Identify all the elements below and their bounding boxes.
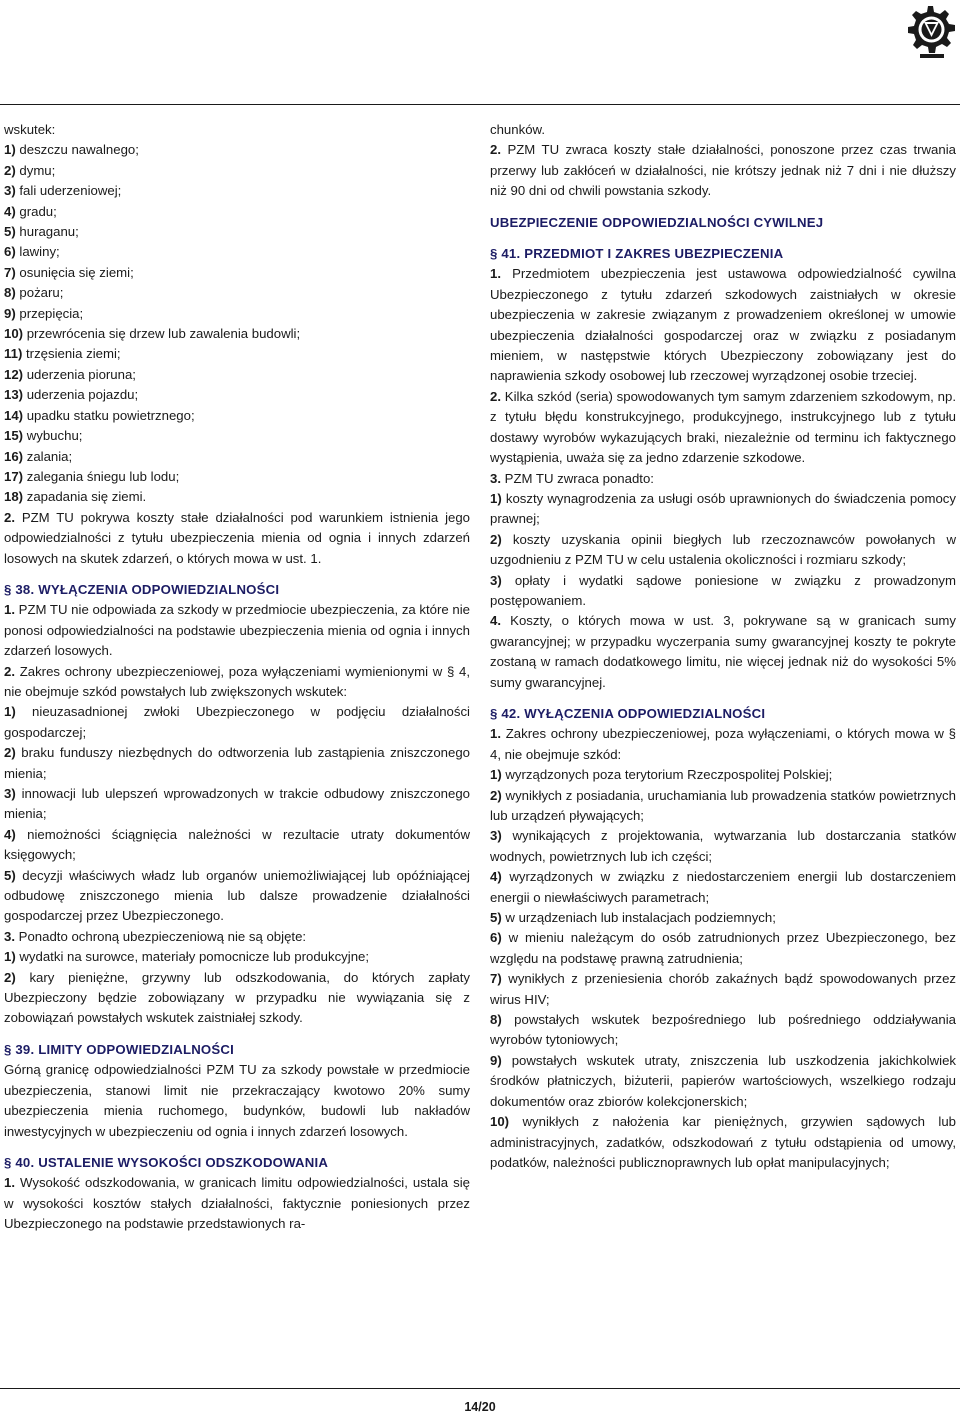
list-item: 10) przewrócenia się drzew lub zawalenia budowli; bbox=[4, 326, 301, 342]
section-heading-40: § 40. USTALENIE WYSOKOŚCI ODSZKODOWANIA bbox=[4, 1154, 329, 1170]
list-item: 4) gradu; bbox=[4, 203, 57, 219]
section-heading-39: § 39. LIMITY ODPOWIEDZIALNOŚCI bbox=[4, 1041, 234, 1057]
paragraph: 2. Zakres ochrony ubezpieczeniowej, poza wyłączeniami wymienionymi w § 4, nie obejmuje szkód powstałych lub zwiększonych wskutek: bbox=[4, 663, 470, 699]
list-item: 2) dymu; bbox=[4, 162, 56, 178]
paragraph: 1. PZM TU nie odpowiada za szkody w przedmiocie ubezpieczenia, za które nie ponosi odpowiedzialności na podstawie ubezpieczenia mienia od ognia i innych zdarzeń losowych. bbox=[4, 602, 470, 659]
paragraph: 1. Przedmiotem ubezpieczenia jest ustawowa odpowiedzialność cywilna Ubezpieczonego z tytułu zdarzeń szkodowych zaistniałych w okresie ubezpieczenia w zakresie związanym z prowadzeniem określonej w umowie ubezpieczenia działalności gospodarczej oraz w związku z posiadanym mieniem, w następstwie których Ubezpieczony zobowiązany jest do naprawienia szkody osobowej lub rzeczowej wyrządzonej osobie trzeciej. bbox=[490, 266, 956, 384]
paragraph: Górną granicę odpowiedzialności PZM TU za szkody powstałe w przedmiocie ubezpieczenia, stanowi limit nie przekraczający kwotowo 20% sumy ubezpieczenia mienia ruchomego, budynków, budowli lub nakładów inwestycyjnych w ubezpieczeniu od ognia i innych zdarzeń losowych. bbox=[4, 1062, 470, 1139]
paragraph: 2. Kilka szkód (seria) spowodowanych tym samym zdarzeniem szkodowym, np. z tytułu błędu konstrukcyjnego, produkcyjnego, instrukcyjnego lub z tytułu dostawy wyrobów wykazujących braki, niezależnie od terminu ich faktycznego wystąpienia, uważa się za jedno zdarzenie szkodowe. bbox=[490, 388, 956, 466]
list-item: 10) wynikłych z nałożenia kar pieniężnych, grzywien sądowych lub administracyjnych, zadatków, odszkodowań z tytułu odstąpienia od umowy, podatków, należności publicznoprawnych lub opłat manipulacyjnych; bbox=[490, 1114, 956, 1170]
section-heading-41: § 41. PRZEDMIOT I ZAKRES UBEZPIECZENIA bbox=[490, 246, 784, 262]
list-item: 3) opłaty i wydatki sądowe poniesione w związku z prowadzonym postępowaniem. bbox=[490, 572, 956, 608]
paragraph: 3. PZM TU zwraca ponadto: bbox=[490, 470, 654, 486]
list-item: 9) powstałych wskutek utraty, zniszczenia lub uszkodzenia jakichkolwiek środków płatniczych, biżuterii, papierów wartościowych, wszelkiego rodzaju dokumentów oraz zbiorów kolekcjonerskich; bbox=[490, 1052, 956, 1109]
list-item: 11) trzęsienia ziemi; bbox=[4, 346, 121, 362]
paragraph: 4. Koszty, o których mowa w ust. 3, pokrywane są w granicach sumy gwarancyjnej; w przypadku wyczerpania sumy gwarancyjnej koszty te pokryte zostaną w ramach dodatkowego limitu, nie więcej jednak niż do wysokości 5% sumy gwarancyjnej. bbox=[490, 613, 956, 690]
gear-emblem-icon bbox=[898, 2, 958, 66]
paragraph: 1. Wysokość odszkodowania, w granicach limitu odpowiedzialności, ustala się w wysokości kosztów stałych działalności, faktycznie poniesionych przez Ubezpieczonego na podstawie przedstawionych ra- bbox=[4, 1175, 470, 1232]
paragraph: chunków. bbox=[490, 122, 545, 137]
list-item: 5) w urządzeniach lub instalacjach podziemnych; bbox=[490, 910, 776, 926]
list-item: 2) koszty uzyskania opinii biegłych lub rzeczoznawców powołanych w uzgodnieniu z PZM TU w celu ustalenia okoliczności i rozmiaru szkody; bbox=[490, 531, 956, 568]
list-item: 7) wynikłych z przeniesienia chorób zakaźnych bądź spowodowanych przez wirus HIV; bbox=[490, 971, 956, 1007]
list-item: 9) przepięcia; bbox=[4, 305, 84, 321]
section-heading-38: § 38. WYŁĄCZENIA ODPOWIEDZIALNOŚCI bbox=[4, 581, 280, 597]
left-column bbox=[4, 120, 470, 1235]
paragraph: 1. Zakres ochrony ubezpieczeniowej, poza wyłączeniami, o których mowa w § 4, nie obejmuje szkód: bbox=[490, 726, 956, 762]
list-item: 1) nieuzasadnionej zwłoki Ubezpieczonego w podjęciu działalności gospodarczej; bbox=[4, 704, 470, 740]
list-item: 4) niemożności ściągnięcia należności w rezultacie utraty dokumentów księgowych; bbox=[4, 826, 470, 863]
list-item: 8) pożaru; bbox=[4, 285, 64, 301]
part-heading-civil-liability: UBEZPIECZENIE ODPOWIEDZIALNOŚCI CYWILNEJ bbox=[490, 214, 824, 230]
page-number: 14/20 bbox=[464, 1400, 496, 1414]
paragraph: 3. Ponadto ochroną ubezpieczeniową nie są objęte: bbox=[4, 928, 307, 944]
list-item: 3) fali uderzeniowej; bbox=[4, 183, 122, 199]
list-item: 13) uderzenia pojazdu; bbox=[4, 387, 139, 403]
pzm-emblem-logo bbox=[898, 2, 958, 66]
list-item: 16) zalania; bbox=[4, 448, 73, 464]
list-item: 5) huraganu; bbox=[4, 224, 79, 240]
list-item: 17) zalegania śniegu lub lodu; bbox=[4, 468, 180, 484]
list-item: 3) innowacji lub ulepszeń wprowadzonych w trakcie odbudowy zniszczonego mienia; bbox=[4, 786, 470, 822]
list-item: 2) braku funduszy niezbędnych do odtworzenia lub zastąpienia zniszczonego mienia; bbox=[4, 745, 470, 781]
list-item: 12) uderzenia pioruna; bbox=[4, 366, 136, 382]
list-item: 14) upadku statku powietrznego; bbox=[4, 407, 195, 423]
list-item: 1) koszty wynagrodzenia za usługi osób uprawnionych do świadczenia pomocy prawnej; bbox=[490, 490, 956, 527]
list-item: 1) wyrządzonych poza terytorium Rzeczpospolitej Polskiej; bbox=[490, 767, 833, 783]
top-rule bbox=[0, 104, 960, 105]
section-heading-42: § 42. WYŁĄCZENIA ODPOWIEDZIALNOŚCI bbox=[490, 705, 766, 721]
bottom-rule bbox=[0, 1388, 960, 1389]
right-column bbox=[490, 120, 956, 1173]
list-item: 1) deszczu nawalnego; bbox=[4, 142, 139, 158]
list-item: 2) wynikłych z posiadania, uruchamiania lub prowadzenia statków powietrznych lub urządzeń pływających; bbox=[490, 787, 956, 823]
list-item: 4) wyrządzonych w związku z niedostarczeniem energii lub dostarczeniem energii o niewłaściwych parametrach; bbox=[490, 869, 956, 905]
list-item: 7) osunięcia się ziemi; bbox=[4, 264, 134, 280]
list-item: 15) wybuchu; bbox=[4, 428, 83, 444]
list-item: 6) w mieniu należącym do osób zatrudnionych przez Ubezpieczonego, bez względu na podstawę prawną zatrudnienia; bbox=[490, 930, 956, 966]
paragraph: 2. PZM TU zwraca koszty stałe działalności, ponoszone przez czas trwania przerwy lub zakłóceń w działalności, nie krótszy jednak niż 7 dni i nie dłuższy niż 90 dni od chwili powstania szkody. bbox=[490, 142, 956, 199]
list-item: 2) kary pieniężne, grzywny lub odszkodowania, do których zapłaty Ubezpieczony będzie zobowiązany w przypadku nie wywiązania się z zobowiązań powstałych wskutek zaistniałej szkody. bbox=[4, 969, 470, 1026]
paragraph: wskutek: bbox=[4, 122, 56, 137]
list-item: 18) zapadania się ziemi. bbox=[4, 489, 147, 505]
list-item: 5) decyzji właściwych władz lub organów uniemożliwiającej lub opóźniającej odbudowę zniszczonego mienia lub dalsze prowadzenie działalności gospodarczej przez Ubezpieczonego. bbox=[4, 867, 470, 924]
list-item: 3) wynikających z projektowania, wytwarzania lub dostarczania statków wodnych, powietrznych lub ich części; bbox=[490, 828, 956, 864]
list-item: 6) lawiny; bbox=[4, 244, 60, 260]
list-item: 8) powstałych wskutek bezpośredniego lub pośredniego oddziaływania wyrobów tytoniowych; bbox=[490, 1012, 956, 1048]
list-item: 1) wydatki na surowce, materiały pomocnicze lub produkcyjne; bbox=[4, 949, 370, 965]
paragraph: 2. PZM TU pokrywa koszty stałe działalności pod warunkiem istnienia jego odpowiedzialności z tytułu ubezpieczenia mienia od ognia i innych zdarzeń losowych na skutek zdarzeń, o których mowa w ust. 1. bbox=[4, 509, 470, 566]
